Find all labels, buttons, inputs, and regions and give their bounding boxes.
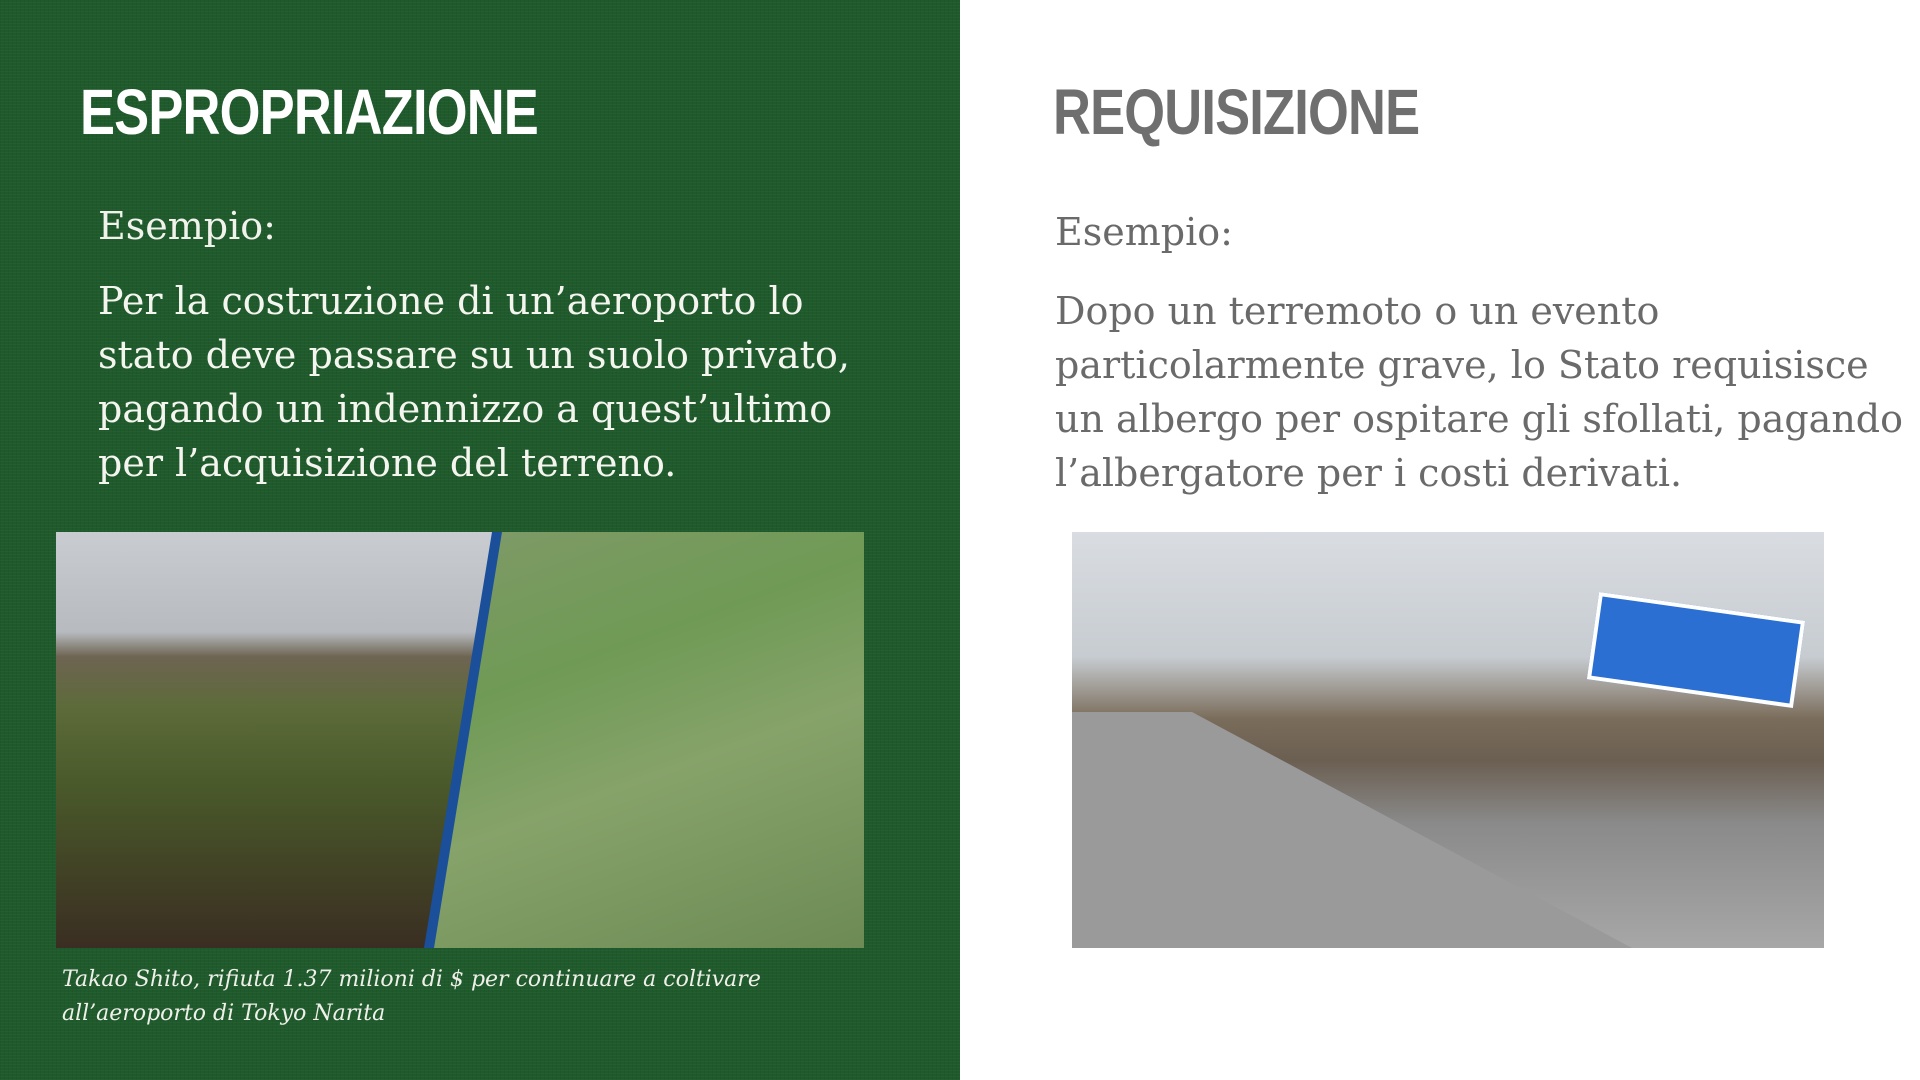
farmer-airport-photo — [56, 532, 864, 948]
left-example-text: Per la costruzione di un’aeroporto lo stato deve passare su un suolo privato, pagando un indennizzo a quest’ultimo per l’acquisizione del terreno. — [98, 279, 850, 485]
requisizione-title: REQUISIZIONE — [1053, 76, 1420, 148]
road-shape — [1072, 532, 1824, 948]
right-example-text: Dopo un terremoto o un evento particolarmente grave, lo Stato requisisce un albergo per ospitare gli sfollati, pagando l’albergatore per i costi derivati. — [1055, 289, 1904, 495]
refugees-road-photo — [1072, 532, 1824, 948]
right-example-label: Esempio: — [1055, 210, 1233, 254]
road-sign-shape — [1587, 592, 1805, 708]
photo-caption: Takao Shito, rifiuta 1.37 milioni di $ per continuare a coltivare all’aeroporto di Tokyo Narita — [62, 967, 761, 1026]
requisizione-panel — [960, 0, 1920, 1080]
left-example-label: Esempio: — [98, 204, 276, 248]
espropriazione-title: ESPROPRIAZIONE — [80, 76, 538, 148]
